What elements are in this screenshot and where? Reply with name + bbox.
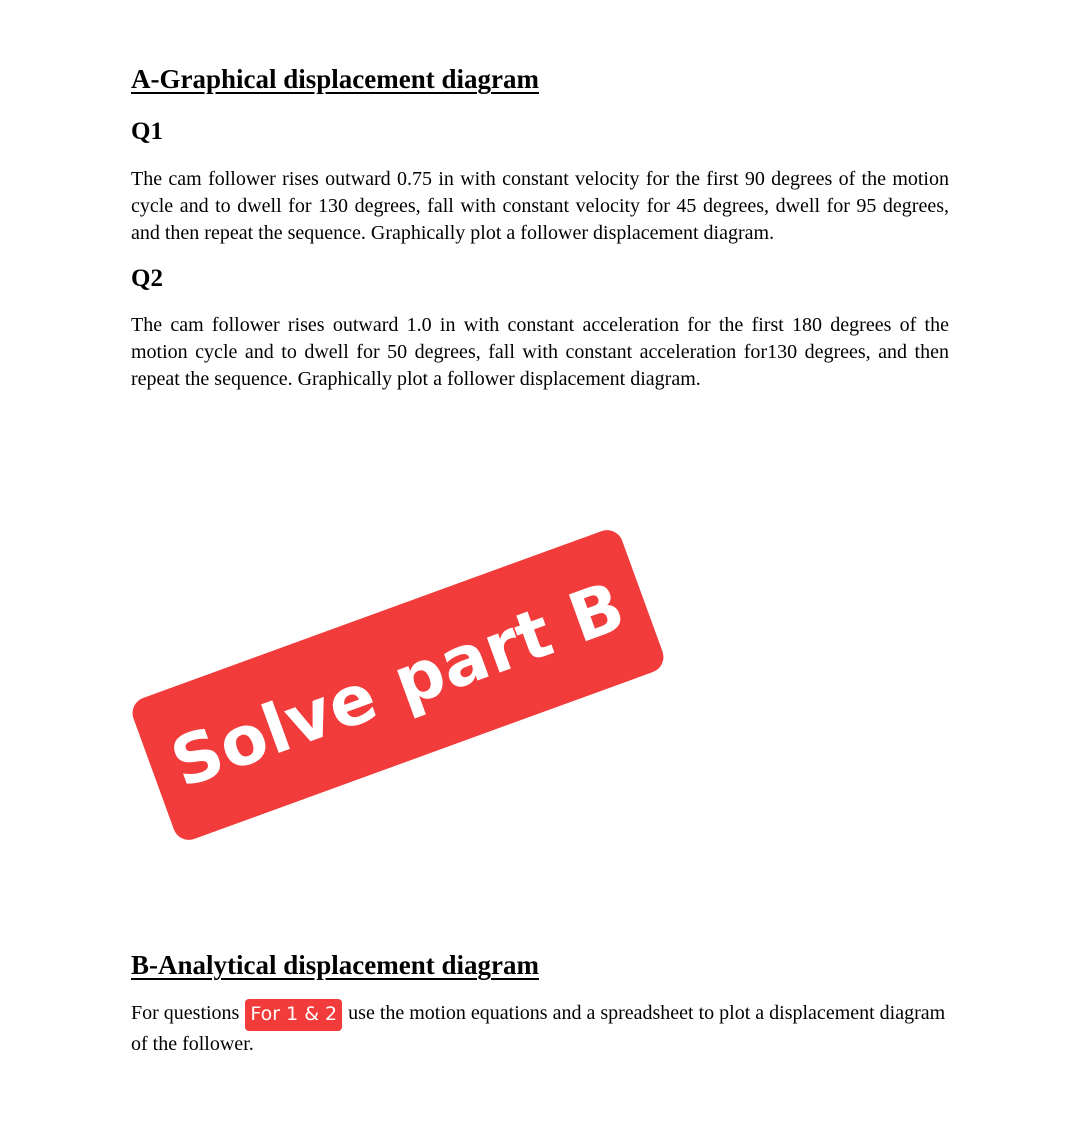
question-2-label: Q2 [131,265,163,292]
solve-part-b-stamp [128,526,668,845]
question-2-text: The cam follower rises outward 1.0 in with constant acceleration for the first 180 degrees of the motion cycle and to dwell for 50 degrees, fall with constant acceleration for130 degrees, and then repeat the sequence. Graphically plot a follower displacement diagram. [131,314,949,390]
section-a-title: A-Graphical displacement diagram [131,64,539,94]
section-b-title: B-Analytical displacement diagram [131,950,539,980]
questions-badge: For 1 & 2 [245,999,342,1031]
section-b-text [131,999,949,1058]
stamp-text: Solve part B [161,566,635,804]
question-1-label: Q1 [131,118,163,145]
question-1-text: The cam follower rises outward 0.75 in with constant velocity for the first 90 degrees of the motion cycle and to dwell for 130 degrees, fall with constant velocity for 45 degrees, dwell for 95 degrees, and then repeat the sequence. Graphically plot a follower displacement diagram. [131,168,949,244]
section-b-text-before: For questions [131,1002,240,1024]
section-b-text-after: use the motion equations and a spreadsheet to plot a displacement diagram of the follower. [131,1002,946,1055]
